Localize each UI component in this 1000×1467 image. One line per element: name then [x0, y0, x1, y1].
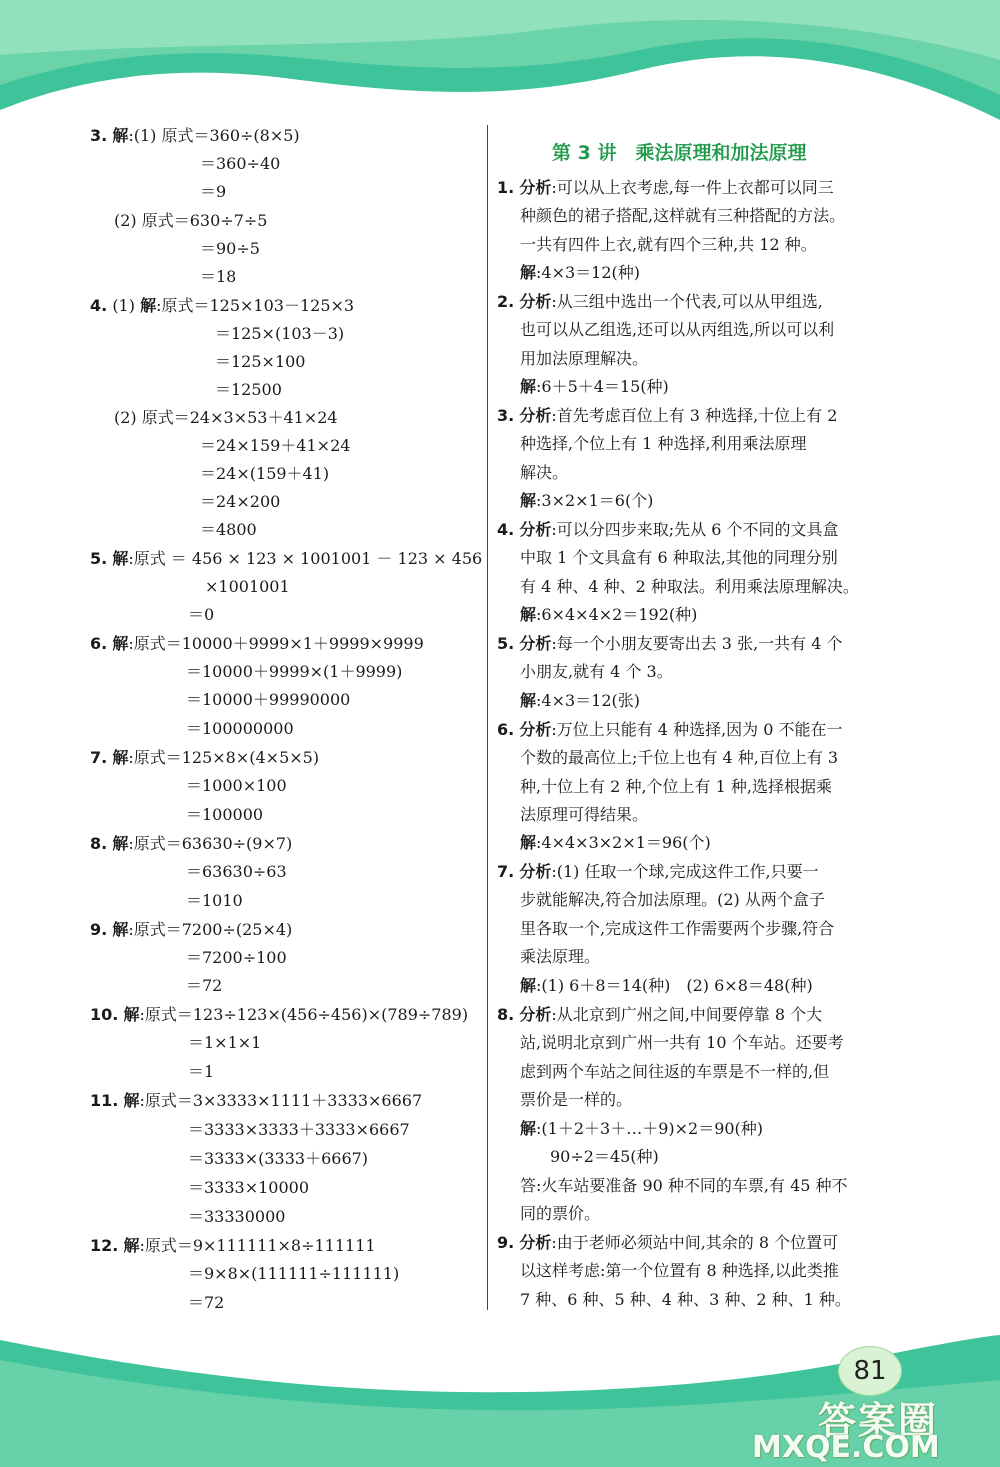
analysis-line: 用加法原理解决。	[520, 349, 649, 368]
solution-label: 解	[123, 1005, 140, 1024]
solution-text: :(1) 6＋8＝14(种) (2) 6×8＝48(种)	[536, 976, 813, 995]
solution-label: 解	[112, 634, 129, 653]
item-number: 5.	[497, 634, 515, 653]
analysis-line: 有 4 种、4 种、2 种取法。利用乘法原理解决。	[520, 577, 859, 596]
equation-text: :原式＝10000＋9999×1＋9999×9999	[128, 634, 424, 653]
equation-line: ＝9×8×(111111÷111111)	[188, 1264, 400, 1283]
analysis-text: :从北京到广州之间,中间要停靠 8 个大	[551, 1005, 823, 1024]
analysis-label: 分析	[519, 406, 552, 425]
analysis-label: 分析	[519, 862, 552, 881]
solution-text: :4×3＝12(张)	[536, 691, 641, 710]
analysis-1-line-1	[497, 178, 834, 198]
equation-line: ×1001001	[205, 577, 290, 596]
analysis-2-line-1	[497, 292, 823, 312]
analysis-text: :首先考虑百位上有 3 种选择,十位上有 2	[551, 406, 838, 425]
solution-text: :3×2×1＝6(个)	[536, 491, 654, 510]
equation-line: ＝63630÷63	[186, 862, 287, 881]
equation-text: :原式＝123÷123×(456÷456)×(789÷789)	[139, 1005, 469, 1024]
analysis-line: 票价是一样的。	[520, 1090, 633, 1109]
solution-line	[520, 1119, 763, 1139]
equation-text: :原式＝9×111111×8÷111111	[139, 1236, 376, 1255]
analysis-line: 也可以从乙组选,还可以从丙组选,所以可以利	[520, 320, 835, 339]
solution-text: :4×4×3×2×1＝96(个)	[536, 833, 711, 852]
item-number: 7.	[90, 748, 108, 767]
answer-10-line-1	[90, 1005, 468, 1025]
page-number: 81	[838, 1346, 902, 1396]
equation-line: ＝72	[188, 1293, 225, 1312]
solution-line	[520, 691, 640, 711]
solution-label: 解	[520, 691, 537, 710]
equation-line: ＝4800	[200, 520, 257, 539]
solution-text: :6＋5＋4＝15(种)	[536, 377, 669, 396]
answer-11-line-1	[90, 1091, 422, 1111]
section-title: 第 3 讲 乘法原理和加法原理	[552, 142, 807, 164]
answer-4-line-1	[90, 296, 354, 316]
solution-label: 解	[520, 263, 537, 282]
solution-label: 解	[112, 126, 129, 145]
equation-line: ＝3333×3333＋3333×6667	[188, 1120, 410, 1139]
equation-line: ＝1×1×1	[188, 1033, 262, 1052]
equation-text: :原式＝7200÷(25×4)	[128, 920, 293, 939]
item-number: 6.	[90, 634, 108, 653]
solution-label: 解	[140, 296, 157, 315]
watermark-url: MXQE.COM	[752, 1430, 940, 1465]
analysis-label: 分析	[519, 520, 552, 539]
equation-line: ＝360÷40	[200, 154, 281, 173]
solution-label: 解	[520, 605, 537, 624]
equation-line: (2) 原式＝630÷7÷5	[114, 211, 268, 230]
solution-line	[520, 976, 813, 996]
equation-line: ＝100000000	[186, 719, 294, 738]
analysis-line: 个数的最高位上;千位上也有 4 种,百位上有 3	[520, 748, 839, 767]
answer-5-line-1	[90, 549, 482, 569]
solution-line	[520, 833, 711, 853]
analysis-line: 法原理可得结果。	[520, 805, 649, 824]
item-number: 9.	[90, 920, 108, 939]
equation-text: :原式＝125×103－125×3	[156, 296, 355, 315]
analysis-line: 解决。	[520, 463, 569, 482]
equation-line: ＝3333×(3333＋6667)	[188, 1149, 369, 1168]
solution-text: :4×3＝12(种)	[536, 263, 641, 282]
answer-9-line-1	[90, 920, 292, 940]
analysis-9-line-1	[497, 1233, 838, 1253]
item-number: 4.	[497, 520, 515, 539]
equation-line: ＝100000	[186, 805, 264, 824]
item-number: 10.	[90, 1005, 119, 1024]
analysis-text: :万位上只能有 4 种选择,因为 0 不能在一	[551, 720, 843, 739]
equation-line: ＝7200÷100	[186, 948, 287, 967]
equation-line: ＝1	[188, 1062, 215, 1081]
answer-12-line-1	[90, 1236, 376, 1256]
solution-label: 解	[112, 549, 129, 568]
analysis-label: 分析	[519, 292, 552, 311]
equation-line: ＝3333×10000	[188, 1178, 310, 1197]
analysis-text: :(1) 任取一个球,完成这件工作,只要一	[551, 862, 819, 881]
answer-line: 答:火车站要准备 90 种不同的车票,有 45 种不	[520, 1176, 848, 1195]
equation-line: ＝1010	[186, 891, 243, 910]
solution-label: 解	[520, 491, 537, 510]
solution-label: 解	[520, 976, 537, 995]
solution-label: 解	[112, 834, 129, 853]
item-number: 6.	[497, 720, 515, 739]
solution-line	[520, 605, 697, 625]
solution-line: 90÷2＝45(种)	[550, 1147, 659, 1166]
analysis-line: 种颜色的裙子搭配,这样就有三种搭配的方法。	[520, 206, 846, 225]
item-number: 4.	[90, 296, 108, 315]
equation-text: :原式 ＝ 456 × 123 × 1001001 － 123 × 456	[128, 549, 483, 568]
solution-text: :6×4×4×2＝192(种)	[536, 605, 698, 624]
analysis-6-line-1	[497, 720, 843, 740]
solution-label: 解	[112, 920, 129, 939]
watermark-logo: 答案圈	[818, 1399, 939, 1443]
solution-line	[520, 377, 669, 397]
equation-line: ＝12500	[215, 380, 282, 399]
analysis-line: 站,说明北京到广州一共有 10 个车站。还要考	[520, 1033, 844, 1052]
item-number: 9.	[497, 1233, 515, 1252]
analysis-label: 分析	[519, 634, 552, 653]
analysis-line: 乘法原理。	[520, 947, 601, 966]
equation-line: ＝125×(103－3)	[215, 324, 345, 343]
equation-text: :原式＝125×8×(4×5×5)	[128, 748, 320, 767]
analysis-line: 里各取一个,完成这件工作需要两个步骤,符合	[520, 919, 835, 938]
answer-6-line-1	[90, 634, 424, 654]
item-number: 3.	[497, 406, 515, 425]
equation-line: ＝10000＋9999×(1＋9999)	[186, 662, 403, 681]
equation-line: ＝24×159＋41×24	[200, 436, 351, 455]
analysis-line: 7 种、6 种、5 种、4 种、3 种、2 种、1 种。	[520, 1290, 851, 1309]
analysis-8-line-1	[497, 1005, 822, 1025]
analysis-label: 分析	[519, 178, 552, 197]
analysis-7-line-1	[497, 862, 819, 882]
equation-line: ＝72	[186, 976, 223, 995]
analysis-text: :可以分四步来取;先从 6 个不同的文具盒	[551, 520, 839, 539]
analysis-line: 一共有四件上衣,就有四个三种,共 12 种。	[520, 235, 817, 254]
sub-label: (1)	[112, 296, 141, 315]
analysis-text: :由于老师必须站中间,其余的 8 个位置可	[551, 1233, 839, 1252]
analysis-line: 小朋友,就有 4 个 3。	[520, 662, 673, 681]
equation-text: :原式＝3×3333×1111＋3333×6667	[139, 1091, 423, 1110]
answer-line: 同的票价。	[520, 1204, 601, 1223]
solution-label: 解	[123, 1236, 140, 1255]
solution-label: 解	[123, 1091, 140, 1110]
solution-line	[520, 491, 653, 511]
item-number: 12.	[90, 1236, 119, 1255]
analysis-line: 种,十位上有 2 种,个位上有 1 种,选择根据乘	[520, 777, 832, 796]
analysis-4-line-1	[497, 520, 838, 540]
analysis-line: 以这样考虑:第一个位置有 8 种选择,以此类推	[520, 1261, 839, 1280]
equation-text: :原式＝63630÷(9×7)	[128, 834, 293, 853]
item-number: 1.	[497, 178, 515, 197]
solution-label: 解	[520, 833, 537, 852]
analysis-5-line-1	[497, 634, 843, 654]
item-number: 8.	[497, 1005, 515, 1024]
solution-label: 解	[520, 1119, 537, 1138]
equation-line: ＝33330000	[188, 1207, 286, 1226]
equation-line: ＝9	[200, 182, 227, 201]
equation-line: ＝10000＋99990000	[186, 690, 351, 709]
analysis-line: 中取 1 个文具盒有 6 种取法,其他的同理分别	[520, 548, 838, 567]
item-number: 5.	[90, 549, 108, 568]
item-number: 3.	[90, 126, 108, 145]
answer-3-line-1	[90, 126, 300, 146]
equation-line: ＝24×(159＋41)	[200, 464, 330, 483]
answer-8-line-1	[90, 834, 292, 854]
equation-line: ＝18	[200, 267, 237, 286]
solution-line	[520, 263, 640, 283]
equation-line: ＝0	[188, 605, 215, 624]
item-number: 2.	[497, 292, 515, 311]
analysis-text: :可以从上衣考虑,每一件上衣都可以同三	[551, 178, 834, 197]
item-number: 7.	[497, 862, 515, 881]
equation-line: ＝24×200	[200, 492, 281, 511]
equation-text: :(1) 原式＝360÷(8×5)	[128, 126, 300, 145]
analysis-line: 虑到两个车站之间往返的车票是不一样的,但	[520, 1062, 830, 1081]
equation-line: ＝90÷5	[200, 239, 260, 258]
analysis-line: 步就能解决,符合加法原理。(2) 从两个盒子	[520, 890, 825, 909]
item-number: 11.	[90, 1091, 119, 1110]
equation-line: (2) 原式＝24×3×53＋41×24	[114, 408, 338, 427]
analysis-label: 分析	[519, 1233, 552, 1252]
solution-text: :(1＋2＋3＋…＋9)×2＝90(种)	[536, 1119, 764, 1138]
analysis-label: 分析	[519, 1005, 552, 1024]
analysis-3-line-1	[497, 406, 837, 426]
analysis-text: :从三组中选出一个代表,可以从甲组选,	[551, 292, 823, 311]
equation-line: ＝1000×100	[186, 776, 287, 795]
equation-line: ＝125×100	[215, 352, 306, 371]
solution-label: 解	[112, 748, 129, 767]
answer-7-line-1	[90, 748, 319, 768]
column-divider	[487, 125, 488, 1310]
solution-label: 解	[520, 377, 537, 396]
analysis-label: 分析	[519, 720, 552, 739]
item-number: 8.	[90, 834, 108, 853]
top-decorative-band	[0, 0, 1000, 135]
analysis-text: :每一个小朋友要寄出去 3 张,一共有 4 个	[551, 634, 843, 653]
analysis-line: 种选择,个位上有 1 种选择,利用乘法原理	[520, 434, 807, 453]
